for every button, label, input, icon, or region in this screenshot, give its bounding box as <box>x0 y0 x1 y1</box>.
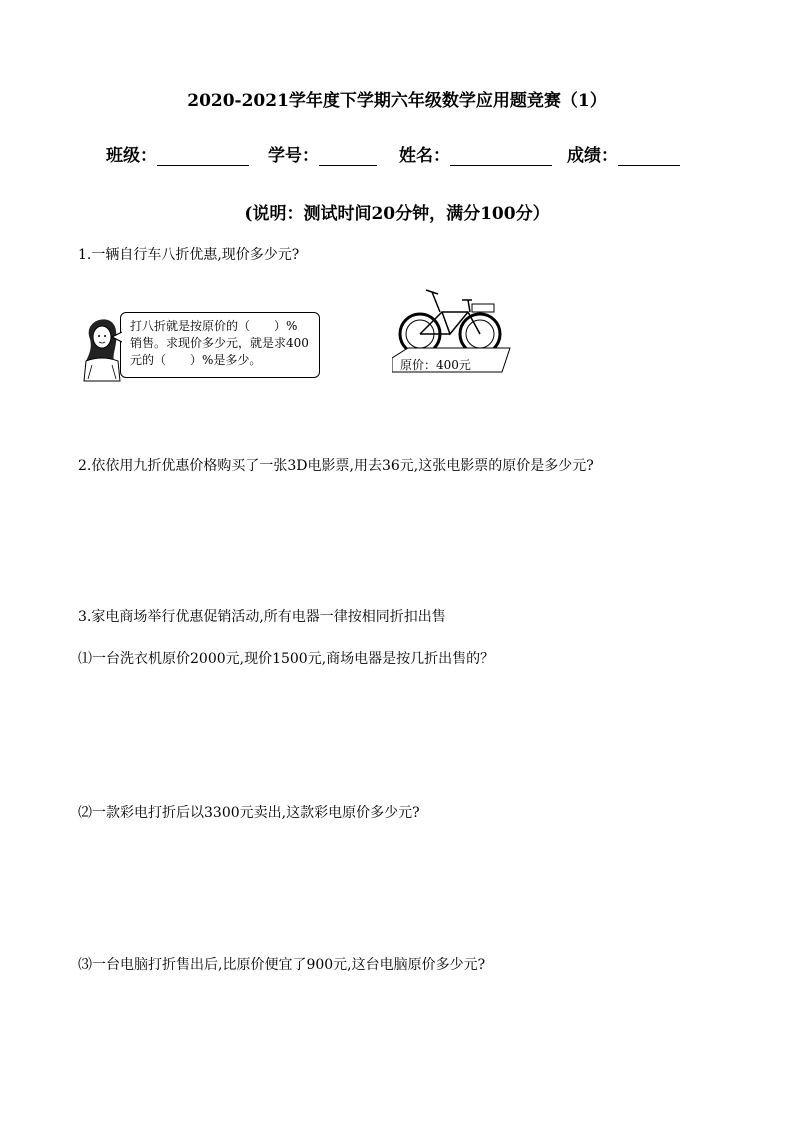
class-label: 班级： <box>106 146 157 166</box>
number-field <box>268 141 377 166</box>
score-field <box>567 141 680 166</box>
question-3-2: ⑵一款彩电打折后以3300元卖出,这款彩电原价多少元? <box>78 805 420 821</box>
price-tag: 原价：400元 <box>400 358 471 372</box>
question-3-1: ⑴一台洗衣机原价2000元,现价1500元,商场电器是按几折出售的？ <box>78 651 495 667</box>
girl-icon <box>78 309 124 383</box>
class-field <box>106 141 249 166</box>
class-blank[interactable] <box>157 147 249 166</box>
bicycle-illustration <box>392 282 517 382</box>
question-3: 3.家电商场举行优惠促销活动,所有电器一律按相同折扣出售 <box>78 609 446 625</box>
question-3-3: ⑶一台电脑打折售出后,比原价便宜了900元,这台电脑原价多少元? <box>78 957 486 973</box>
bubble-tail <box>112 331 122 343</box>
score-blank[interactable] <box>618 147 680 166</box>
score-label: 成绩： <box>567 146 618 166</box>
page-title: 2020-2021学年度下学期六年级数学应用题竞赛（1） <box>187 91 607 111</box>
name-blank[interactable] <box>450 147 552 166</box>
name-label: 姓名： <box>399 146 450 166</box>
number-blank[interactable] <box>319 147 377 166</box>
question-1: 1.一辆自行车八折优惠,现价多少元? <box>78 247 300 263</box>
number-label: 学号： <box>268 146 319 166</box>
question-2: 2.依依用九折优惠价格购买了一张3D电影票,用去36元,这张电影票的原价是多少元? <box>78 458 594 474</box>
instructions-note: (说明：测试时间20分钟，满分100分） <box>244 204 550 224</box>
hint-illustration <box>78 309 324 383</box>
name-field <box>399 141 552 166</box>
bubble-text: 打八折就是按原价的（ ）% 销售。求现价多少元，就是求400 元的（ ）%是多少。 <box>130 319 309 367</box>
